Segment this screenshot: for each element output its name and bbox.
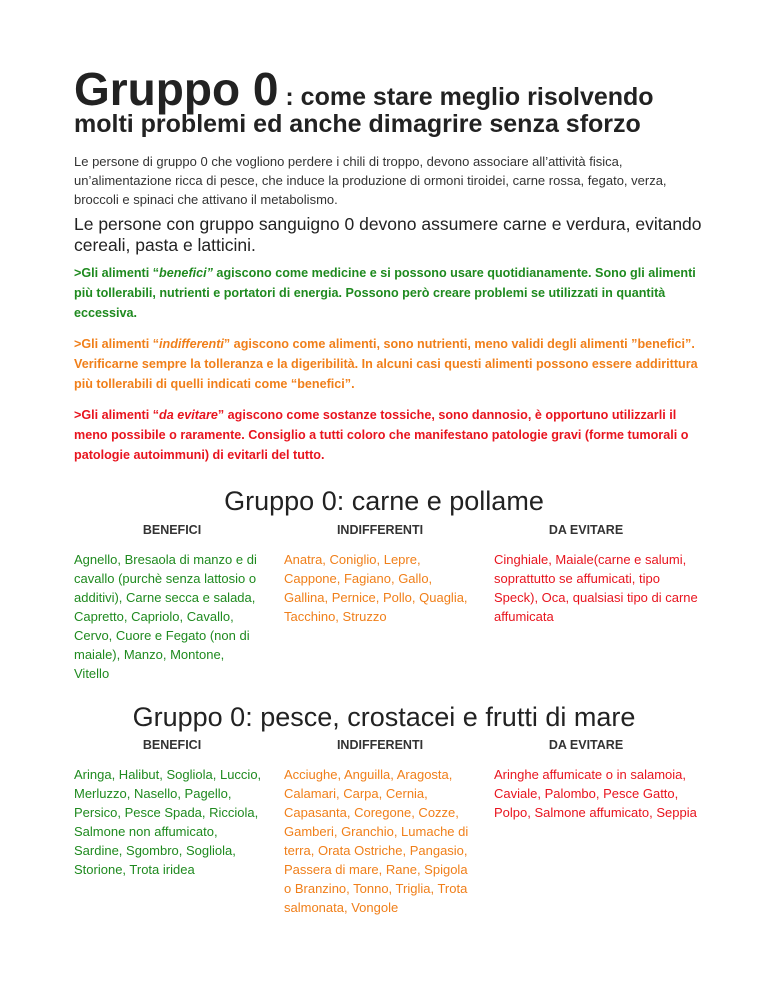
column-header-benefici: BENEFICI	[142, 523, 202, 537]
pesce-indifferenti-list: Acciughe, Anguilla, Aragosta, Calamari, Carpa, Cernia, Capasanta, Coregone, Cozze, Gamberi, Granchio, Lumache di terra, Orata Ostriche, Pangasio, Passera di mare, Rane, Spigola o Branzino, Tonno, Triglia, Trota salmonata, Vongole	[284, 767, 469, 915]
note-prefix: >Gli alimenti “	[74, 408, 160, 422]
note-text: agiscono come medicine e si possono usare quotidianamente. Sono gli alimenti più tollerabili, nutrienti e portatori di energia. Possono però creare problemi se utilizzati in quantità eccessiva.	[74, 266, 696, 320]
section-title-pesce: Gruppo 0: pesce, crostacei e frutti di mare	[132, 702, 636, 732]
note-indifferenti	[74, 334, 704, 394]
note-prefix: >Gli alimenti “	[74, 337, 160, 351]
note-term: indifferenti	[159, 337, 224, 351]
lead-paragraph: Le persone con gruppo sanguigno 0 devono assumere carne e verdura, evitando cereali, pasta e latticini.	[74, 214, 702, 255]
title-subtitle: : come stare meglio risolvendo	[278, 83, 654, 111]
note-term: benefici”	[159, 266, 213, 280]
column-header-indifferenti: INDIFFERENTI	[336, 738, 424, 752]
note-evitare	[74, 405, 704, 465]
note-term: da evitare	[159, 408, 218, 422]
section-title-carne: Gruppo 0: carne e pollame	[224, 486, 544, 516]
page-title	[74, 62, 654, 116]
column-header-benefici: BENEFICI	[142, 738, 202, 752]
title-subtitle-line2: molti problemi ed anche dimagrire senza sforzo	[74, 110, 641, 138]
column-header-da-evitare: DA EVITARE	[548, 523, 624, 537]
intro-paragraph: Le persone di gruppo 0 che vogliono perdere i chili di troppo, devono associare all’attività fisica, un’alimentazione ricca di pesce, che induce la produzione di ormoni tiroidei, carne rossa, fegato, verza, broccoli e spinaci che attivano il metabolismo.	[74, 154, 667, 207]
note-prefix: >Gli alimenti “	[74, 266, 160, 280]
note-text: ” agiscono come alimenti, sono nutrienti, meno validi degli alimenti ”benefici”. Verificarne sempre la tolleranza e la digeribilità. In alcuni casi questi alimenti possono essere addirittura più tollerabili di quelli indicati come “benefici”.	[74, 337, 698, 391]
carne-indifferenti-list: Anatra, Coniglio, Lepre, Cappone, Fagiano, Gallo, Gallina, Pernice, Pollo, Quaglia, Tacchino, Struzzo	[284, 552, 468, 624]
column-header-da-evitare: DA EVITARE	[548, 738, 624, 752]
title-main: Gruppo 0	[74, 63, 279, 115]
column-header-indifferenti: INDIFFERENTI	[336, 523, 424, 537]
pesce-benefici-list: Aringa, Halibut, Sogliola, Luccio, Merluzzo, Nasello, Pagello, Persico, Pesce Spada, Ricciola, Salmone non affumicato, Sardine, Sgombro, Sogliola, Storione, Trota iridea	[74, 767, 262, 877]
note-benefici	[74, 263, 704, 323]
carne-evitare-list: Cinghiale, Maiale(carne e salumi, soprattutto se affumicati, tipo Speck), Oca, qualsiasi tipo di carne affumicata	[494, 552, 698, 624]
pesce-evitare-list: Aringhe affumicate o in salamoia, Caviale, Palombo, Pesce Gatto, Polpo, Salmone affumicato, Seppia	[494, 767, 697, 820]
carne-benefici-list: Agnello, Bresaola di manzo e di cavallo (purchè senza lattosio o additivi), Carne secca e salada, Capretto, Capriolo, Cavallo, Cervo, Cuore e Fegato (non di maiale), Manzo, Montone, Vitello	[74, 552, 257, 681]
note-text: ” agiscono come sostanze tossiche, sono dannosio, è opportuno utilizzarli il meno possibile o raramente. Consiglio a tutti coloro che manifestano patologie gravi (forme tumorali o patologie autoimmuni) di evitarli del tutto.	[74, 408, 689, 462]
